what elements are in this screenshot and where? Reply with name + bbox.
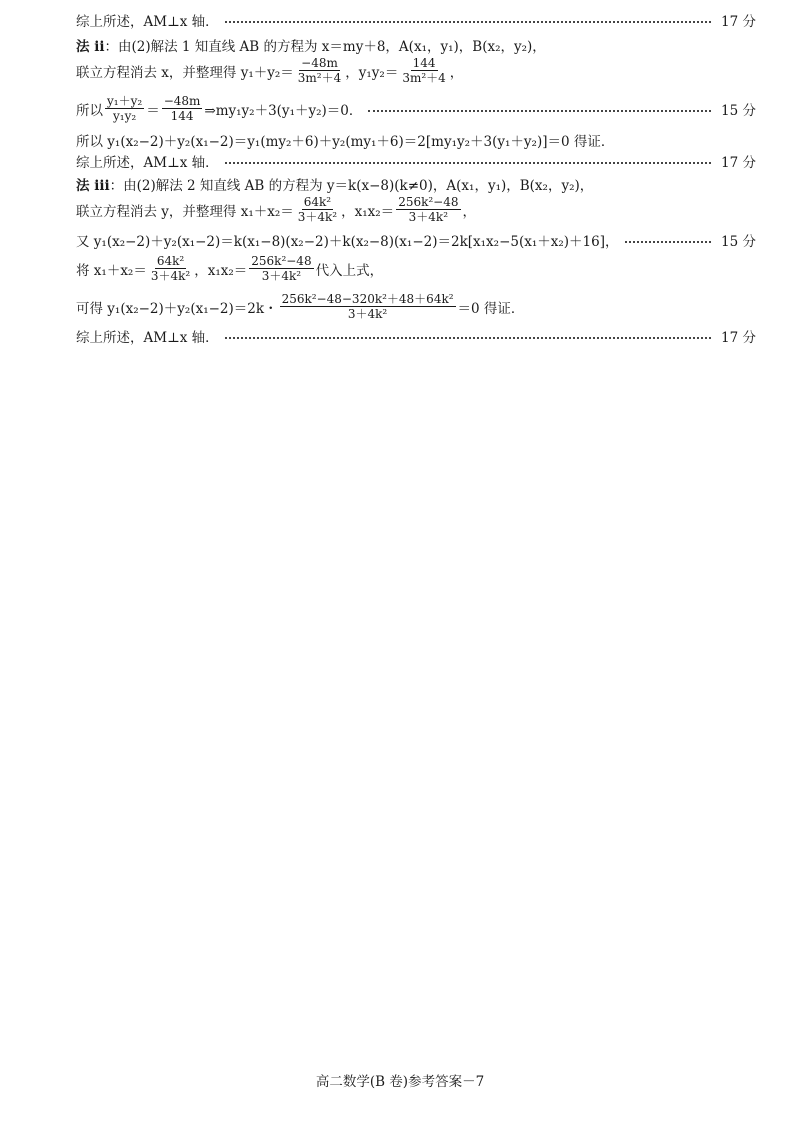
- equation-middle: ，x₁x₂＝: [194, 262, 248, 279]
- equation-prefix: 所以: [76, 102, 103, 119]
- conclusion-line-1: [76, 10, 756, 30]
- fraction: [396, 195, 460, 224]
- conclusion-text: 综上所述，AM⊥x 轴．: [76, 14, 219, 30]
- method-text: ：由(2)解法 1 知直线 AB 的方程为 x＝my＋8，A(x₁，y₁)，B(x₂，y₂)，: [104, 39, 546, 55]
- fraction-numerator: −48m: [301, 56, 338, 70]
- equation-middle: ＝: [146, 102, 160, 119]
- conclusion-line-2: [76, 151, 756, 171]
- equation-prefix: 联立方程消去 x，并整理得 y₁＋y₂＝: [76, 64, 294, 81]
- equation-prefix: 可得 y₁(x₂−2)＋y₂(x₁−2)＝2k・: [76, 300, 278, 317]
- equation-suffix: 代入上式，: [315, 262, 384, 279]
- equation-prefix: 将 x₁＋x₂＝: [76, 262, 147, 279]
- conclusion-text: 综上所述，AM⊥x 轴．: [76, 330, 219, 346]
- method-text: ：由(2)解法 2 知直线 AB 的方程为 y＝k(x−8)(k≠0)，A(x₁，y₁)，B(x₂，y₂)，: [109, 178, 594, 194]
- fraction-numerator: 256k²−48: [398, 195, 459, 209]
- method-iii-intro: [76, 174, 756, 194]
- fraction-numerator: y₁＋y₂: [107, 94, 143, 108]
- fraction-denominator: 3＋4k²: [150, 269, 191, 283]
- equation-suffix: ⇒my₁y₂＋3(y₁＋y₂)＝0．: [204, 102, 363, 119]
- fraction-denominator: 144: [170, 109, 194, 123]
- score-label: 15 分: [721, 234, 756, 250]
- proof-text: 所以 y₁(x₂−2)＋y₂(x₁−2)＝y₁(my₂＋6)＋y₂(my₁＋6)＝2[my₁y₂＋3(y₁＋y₂)]＝0 得证．: [76, 134, 615, 150]
- leader-dots: [225, 21, 711, 23]
- fraction: [296, 195, 339, 224]
- equation-middle: ，y₁y₂＝: [345, 64, 399, 81]
- fraction-numerator: 256k²−48−320k²＋48＋64k²: [281, 292, 454, 306]
- conclusion-text: 综上所述，AM⊥x 轴．: [76, 155, 219, 171]
- fraction-denominator: y₁y₂: [113, 109, 137, 123]
- fraction-numerator: 144: [412, 56, 436, 70]
- conclusion-line-3: [76, 326, 756, 346]
- method-ii-derivation: [76, 94, 756, 123]
- fraction-denominator: 3＋4k²: [347, 307, 388, 321]
- equation-prefix: 联立方程消去 y，并整理得 x₁＋x₂＝: [76, 203, 294, 220]
- leader-dots: [368, 110, 711, 112]
- method-iii-result: [76, 292, 756, 321]
- method-iii-expansion: [76, 230, 756, 250]
- fraction-denominator: 3＋4k²: [408, 210, 449, 224]
- method-iii-substitute: [76, 254, 756, 283]
- fraction: [400, 56, 447, 85]
- fraction-numerator: 64k²: [156, 254, 185, 268]
- equation-suffix: ＝0 得证．: [457, 300, 525, 317]
- fraction-denominator: 3m²＋4: [402, 71, 446, 85]
- equation-suffix: ，: [449, 64, 464, 81]
- leader-dots: [225, 162, 711, 164]
- fraction-numerator: −48m: [163, 94, 201, 108]
- leader-dots: [625, 241, 712, 243]
- fraction: [296, 56, 343, 85]
- score-label: 17 分: [721, 155, 756, 171]
- fraction-denominator: 3m²＋4: [297, 71, 342, 85]
- fraction: [249, 254, 313, 283]
- method-ii-proof: [76, 130, 756, 150]
- equation-middle: ，x₁x₂＝: [341, 203, 395, 220]
- fraction-numerator: 64k²: [303, 195, 332, 209]
- fraction-numerator: 256k²−48: [251, 254, 312, 268]
- score-label: 17 分: [721, 330, 756, 346]
- method-ii-intro: [76, 35, 756, 55]
- method-label: 法 ⅱ: [76, 39, 105, 55]
- method-ii-system: [76, 56, 756, 85]
- fraction-denominator: 3＋4k²: [297, 210, 338, 224]
- fraction: [162, 94, 203, 123]
- score-label: 15 分: [721, 102, 756, 119]
- fraction: [149, 254, 192, 283]
- method-label: 法 ⅲ: [76, 178, 110, 194]
- leader-dots: [225, 337, 711, 339]
- expansion-text: 又 y₁(x₂−2)＋y₂(x₁−2)＝k(x₁−8)(x₂−2)＋k(x₂−8)(x₁−2)＝2k[x₁x₂−5(x₁＋x₂)＋16]，: [76, 234, 619, 250]
- method-iii-system: [76, 195, 756, 224]
- fraction: [280, 292, 456, 321]
- fraction: [105, 94, 144, 123]
- score-label: 17 分: [721, 14, 756, 30]
- page-footer: 高二数学(B 卷)参考答案－7: [315, 1074, 485, 1090]
- equation-suffix: ，: [462, 203, 476, 220]
- fraction-denominator: 3＋4k²: [261, 269, 302, 283]
